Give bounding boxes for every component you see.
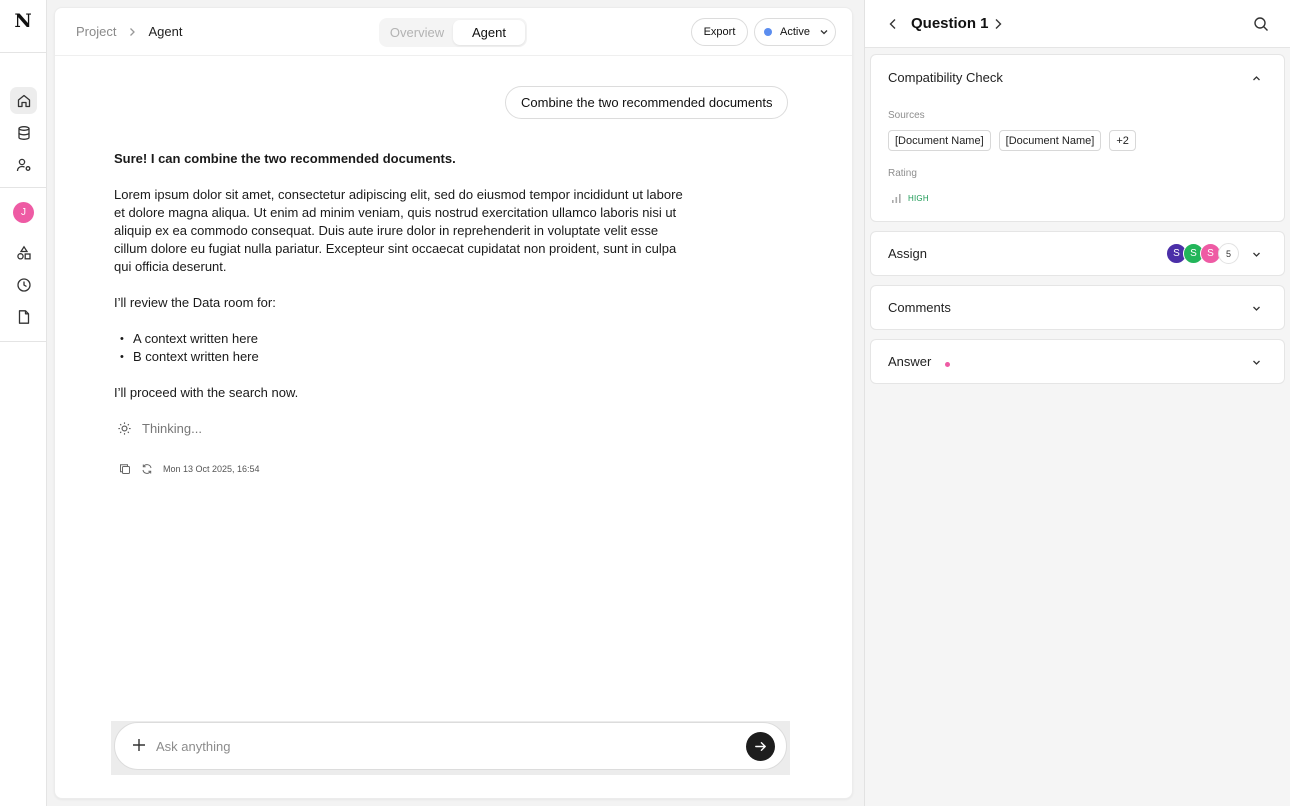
sources-list	[888, 130, 1136, 151]
more-sources-chip[interactable]: +2	[1109, 130, 1136, 151]
chevron-down-icon	[819, 27, 829, 37]
context-list	[114, 330, 694, 366]
source-chip[interactable]: [Document Name]	[999, 130, 1102, 151]
review-intro: I’ll review the Data room for:	[114, 295, 276, 310]
thinking-label: Thinking...	[142, 421, 202, 436]
chevron-down-icon[interactable]	[1251, 357, 1262, 368]
thinking-indicator	[117, 421, 202, 436]
export-button[interactable]: Export	[691, 18, 748, 46]
list-item: • B context written here	[114, 348, 694, 366]
signal-bars-icon	[891, 193, 902, 204]
view-tabs	[379, 18, 527, 47]
left-rail	[0, 0, 47, 806]
chevron-right-icon	[126, 26, 138, 38]
status-label: Active	[780, 26, 810, 38]
tab-overview[interactable]: Overview	[389, 25, 445, 40]
chevron-right-icon[interactable]	[991, 17, 1005, 31]
question-title: Question 1	[911, 15, 989, 32]
answer-card[interactable]	[870, 339, 1285, 384]
database-icon[interactable]	[10, 119, 37, 146]
rail-divider	[0, 341, 46, 342]
user-message-bubble: Combine the two recommended documents	[505, 86, 788, 119]
reply-heading: Sure! I can combine the two recommended documents.	[114, 151, 456, 166]
chevron-down-icon[interactable]	[1251, 303, 1262, 314]
chevron-left-icon[interactable]	[886, 17, 900, 31]
list-item: • A context written here	[114, 330, 694, 348]
avatar: S	[1166, 243, 1187, 264]
sun-icon	[117, 421, 132, 436]
avatar: S	[1183, 243, 1204, 264]
clock-icon[interactable]	[10, 271, 37, 298]
assignee-avatars[interactable]	[1166, 243, 1239, 264]
chevron-down-icon[interactable]	[1251, 249, 1262, 260]
home-icon[interactable]	[10, 87, 37, 114]
status-dot	[764, 28, 772, 36]
sources-label: Sources	[888, 110, 925, 121]
message-actions	[119, 463, 260, 475]
unread-dot	[945, 362, 950, 367]
rail-divider	[0, 187, 46, 188]
shapes-icon[interactable]	[10, 239, 37, 266]
plus-icon[interactable]	[131, 737, 147, 756]
breadcrumb	[76, 24, 182, 39]
source-chip[interactable]: [Document Name]	[888, 130, 991, 151]
assign-title: Assign	[888, 246, 928, 261]
user-avatar[interactable]: J	[13, 202, 34, 223]
user-settings-icon[interactable]	[10, 151, 37, 178]
compatibility-card	[870, 54, 1285, 222]
assign-card[interactable]	[870, 231, 1285, 276]
app-logo[interactable]: N	[14, 10, 32, 32]
question-panel	[864, 0, 1290, 806]
arrow-right-icon	[753, 739, 768, 754]
rating-text: HIGH	[908, 194, 929, 203]
breadcrumb-agent: Agent	[148, 24, 183, 39]
send-button[interactable]	[746, 732, 775, 761]
rail-divider	[0, 52, 46, 53]
search-icon[interactable]	[1253, 16, 1269, 32]
answer-title: Answer	[888, 354, 932, 369]
chevron-up-icon[interactable]	[1251, 73, 1262, 84]
main-panel	[54, 7, 853, 799]
comments-card[interactable]	[870, 285, 1285, 330]
chat-input[interactable]	[156, 739, 716, 754]
message-timestamp: Mon 13 Oct 2025, 16:54	[163, 464, 260, 474]
document-icon[interactable]	[10, 303, 37, 330]
tab-agent[interactable]: Agent	[453, 20, 525, 45]
breadcrumb-project[interactable]: Project	[76, 24, 117, 39]
refresh-icon[interactable]	[141, 463, 153, 475]
avatar: S	[1200, 243, 1221, 264]
rating-label: Rating	[888, 168, 917, 179]
reply-paragraph: Lorem ipsum dolor sit amet, consectetur adipiscing elit, sed do eiusmod tempor incididunt ut labore et dolore magna aliqua. Ut enim ad minim veniam, quis nostrud exercitation ullamco laboris nisi ut aliquip ex ea commodo consequat. Duis aute irure dolor in reprehenderit in voluptate velit esse cillum dolore eu fugiat nulla pariatur. Excepteur sint occaecat cupidatat non proident, sunt in culpa qui officia deserunt.	[114, 187, 683, 274]
compatibility-title[interactable]: Compatibility Check	[888, 70, 1003, 85]
reply-closing: I’ll proceed with the search now.	[114, 385, 299, 400]
assignee-count: 5	[1218, 243, 1239, 264]
top-bar	[55, 8, 852, 56]
rating-value	[891, 193, 929, 204]
question-header	[865, 0, 1290, 48]
copy-icon[interactable]	[119, 463, 131, 475]
chat-composer	[114, 722, 787, 770]
comments-title: Comments	[888, 300, 951, 315]
status-dropdown[interactable]	[754, 18, 836, 46]
assistant-reply	[114, 150, 694, 420]
